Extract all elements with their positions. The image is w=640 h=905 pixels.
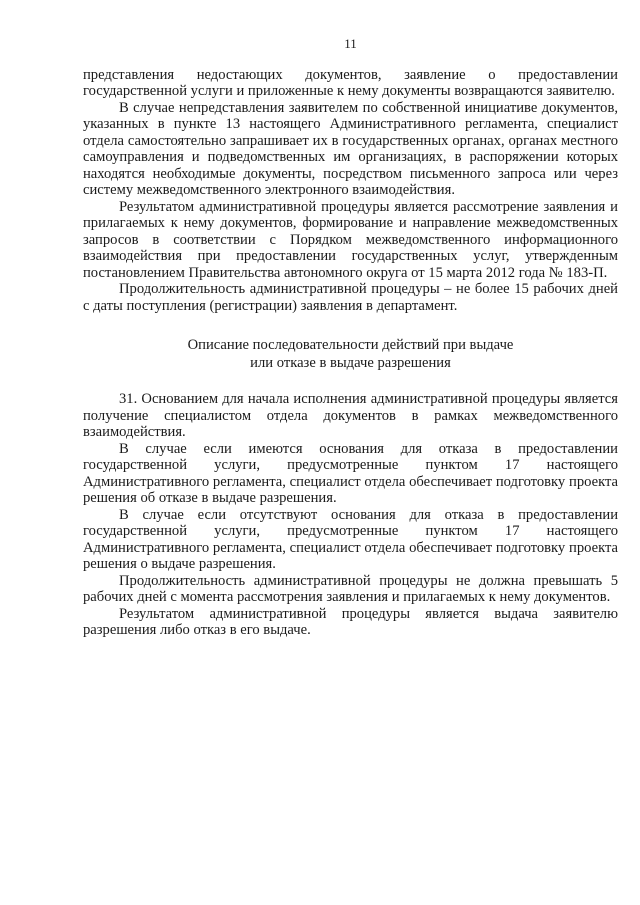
paragraphs-before-section: [83, 67, 618, 315]
paragraph-clause-31: 31. Основанием для начала исполнения административной процедуры является получение специалистом отдела документов в рамках межведомственного взаимодействия.: [83, 391, 618, 440]
paragraph-procedure-result: Результатом административной процедуры является рассмотрение заявления и прилагаемых к нему документов, формирование и направление межведомственных запросов в соответствии с Порядком межведомственного информационного взаимодействия при предоставлении государственных услуг, утвержденным постановлением Правительства автономного округа от 15 марта 2012 года № 183-П.: [83, 198, 618, 281]
section-heading: [83, 336, 618, 372]
paragraph-no-refusal-grounds: В случае если отсутствуют основания для отказа в предоставлении государственной услуги, предусмотренные пунктом 17 настоящего Административного регламента, специалист отдела обеспечивает подготовку проекта решения о выдаче разрешения.: [83, 506, 618, 572]
paragraph-continuation: представления недостающих документов, заявление о предоставлении государственной услуги и приложенные к нему документы возвращаются заявителю.: [83, 66, 618, 99]
paragraph-final-result: Результатом административной процедуры является выдача заявителю разрешения либо отказ в его выдаче.: [83, 605, 618, 638]
section-heading-line-1: Описание последовательности действий при выдаче: [187, 337, 514, 353]
paragraph-procedure-duration: Продолжительность административной процедуры – не более 15 рабочих дней с даты поступления (регистрации) заявления в департамент.: [83, 281, 618, 314]
section-heading-line-2: или отказе в выдаче разрешения: [250, 355, 451, 371]
paragraph-interagency-requests: В случае непредставления заявителем по собственной инициативе документов, указанных в пункте 13 настоящего Административного регламента, специалист отдела самостоятельно запрашивает их в государственных органах, органах местного самоуправления и подведомственных им организациях, в распоряжении которых находятся необходимые документы, посредством письменного запроса или через систему межведомственного электронного взаимодействия.: [83, 99, 618, 198]
paragraph-refusal-grounds: В случае если имеются основания для отказа в предоставлении государственной услуги, предусмотренные пунктом 17 настоящего Административного регламента, специалист отдела обеспечивает подготовку проекта решения об отказе в выдаче разрешения.: [83, 440, 618, 506]
paragraphs-after-section: [83, 391, 618, 639]
paragraph-duration-5-days: Продолжительность административной процедуры не должна превышать 5 рабочих дней с момента рассмотрения заявления и прилагаемых к нему документов.: [83, 572, 618, 605]
page-number: 11: [344, 36, 357, 51]
